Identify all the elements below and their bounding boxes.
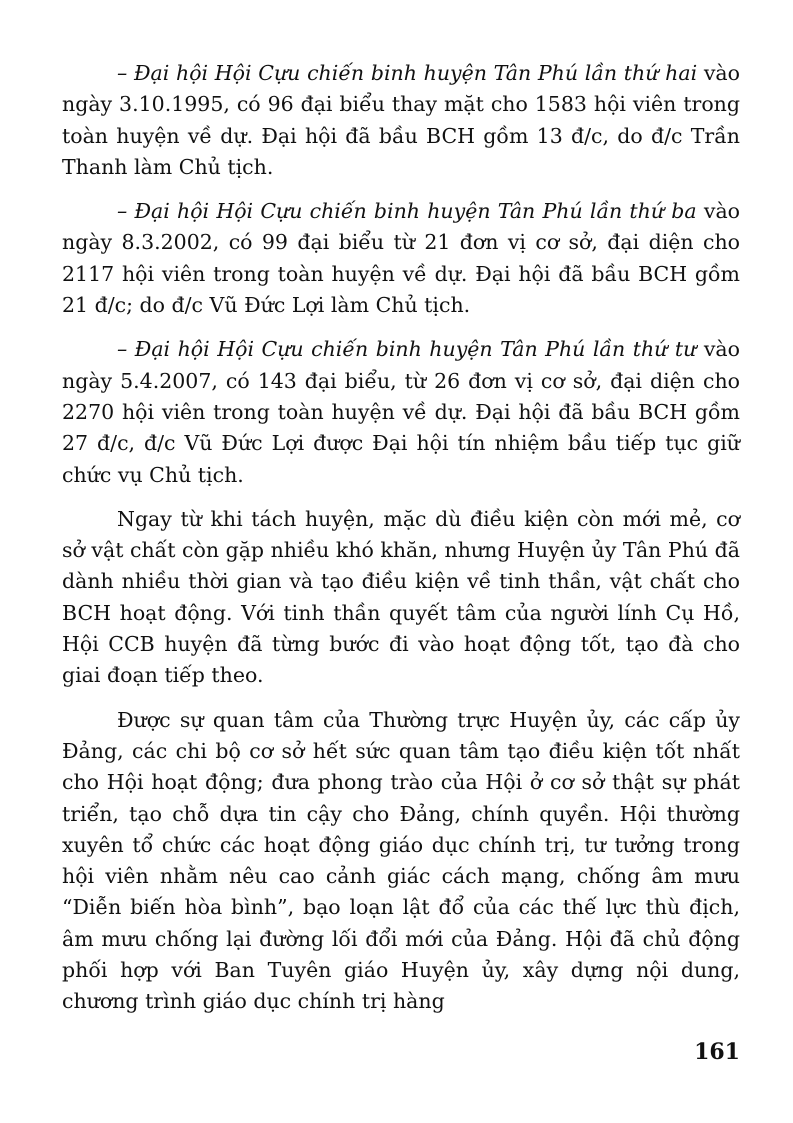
paragraph-congress-4 bbox=[62, 334, 740, 490]
congress-4-text: vào ngày 5.4.2007, có 143 đại biểu, từ 26 đơn vị cơ sở, đại diện cho 2270 hội viên trong toàn huyện về dự. Đại hội đã bầu BCH gồm 27 đ/c, đ/c Vũ Đức Lợi được Đại hội tín nhiệm bầu tiếp tục giữ chức vụ Chủ tịch. bbox=[62, 337, 740, 487]
paragraph-party-support bbox=[62, 705, 740, 1018]
congress-2-text: vào ngày 3.10.1995, có 96 đại biểu thay mặt cho 1583 hội viên trong toàn huyện về dự. Đại hội đã bầu BCH gồm 13 đ/c, do đ/c Trần Thanh làm Chủ tịch. bbox=[62, 61, 740, 179]
congress-2-heading: – Đại hội Hội Cựu chiến binh huyện Tân Phú lần thứ hai bbox=[117, 61, 698, 85]
paragraph-congress-3 bbox=[62, 196, 740, 321]
congress-3-text: vào ngày 8.3.2002, có 99 đại biểu từ 21 đơn vị cơ sở, đại diện cho 2117 hội viên trong toàn huyện về dự. Đại hội đã bầu BCH gồm 21 đ/c; do đ/c Vũ Đức Lợi làm Chủ tịch. bbox=[62, 199, 741, 318]
paragraph-early-period bbox=[62, 504, 740, 692]
congress-3-heading: – Đại hội Hội Cựu chiến binh huyện Tân Phú lần thứ ba bbox=[117, 199, 697, 224]
party-support-text: Được sự quan tâm của Thường trực Huyện ủy, các cấp ủy Đảng, các chi bộ cơ sở hết sức quan tâm tạo điều kiện tốt nhất cho Hội hoạt động; đưa phong trào của Hội ở cơ sở thật sự phát triển, tạo chỗ dựa tin cậy cho Đảng, chính quyền. Hội thường xuyên tổ chức các hoạt động giáo dục chính trị, tư tưởng trong hội viên nhằm nêu cao cảnh giác cách mạng, chống âm mưu “Diễn biến hòa bình”, bạo loạn lật đổ của các thế lực thù địch, âm mưu chống lại đường lối đổi mới của Đảng. Hội đã chủ động phối hợp với Ban Tuyên giáo Huyện ủy, xây dựng nội dung, chương trình giáo dục chính trị hàng bbox=[62, 707, 740, 1014]
early-period-text: Ngay từ khi tách huyện, mặc dù điều kiện còn mới mẻ, cơ sở vật chất còn gặp nhiều khó khăn, nhưng Huyện ủy Tân Phú đã dành nhiều thời gian và tạo điều kiện về tinh thần, vật chất cho BCH hoạt động. Với tinh thần quyết tâm của người lính Cụ Hồ, Hội CCB huyện đã từng bước đi vào hoạt động tốt, tạo đà cho giai đoạn tiếp theo. bbox=[62, 506, 740, 688]
paragraph-congress-2 bbox=[62, 58, 740, 183]
body-text bbox=[62, 58, 740, 1018]
page-number: 161 bbox=[694, 1039, 740, 1065]
congress-4-heading: – Đại hội Hội Cựu chiến binh huyện Tân Phú lần thứ tư bbox=[117, 337, 697, 362]
